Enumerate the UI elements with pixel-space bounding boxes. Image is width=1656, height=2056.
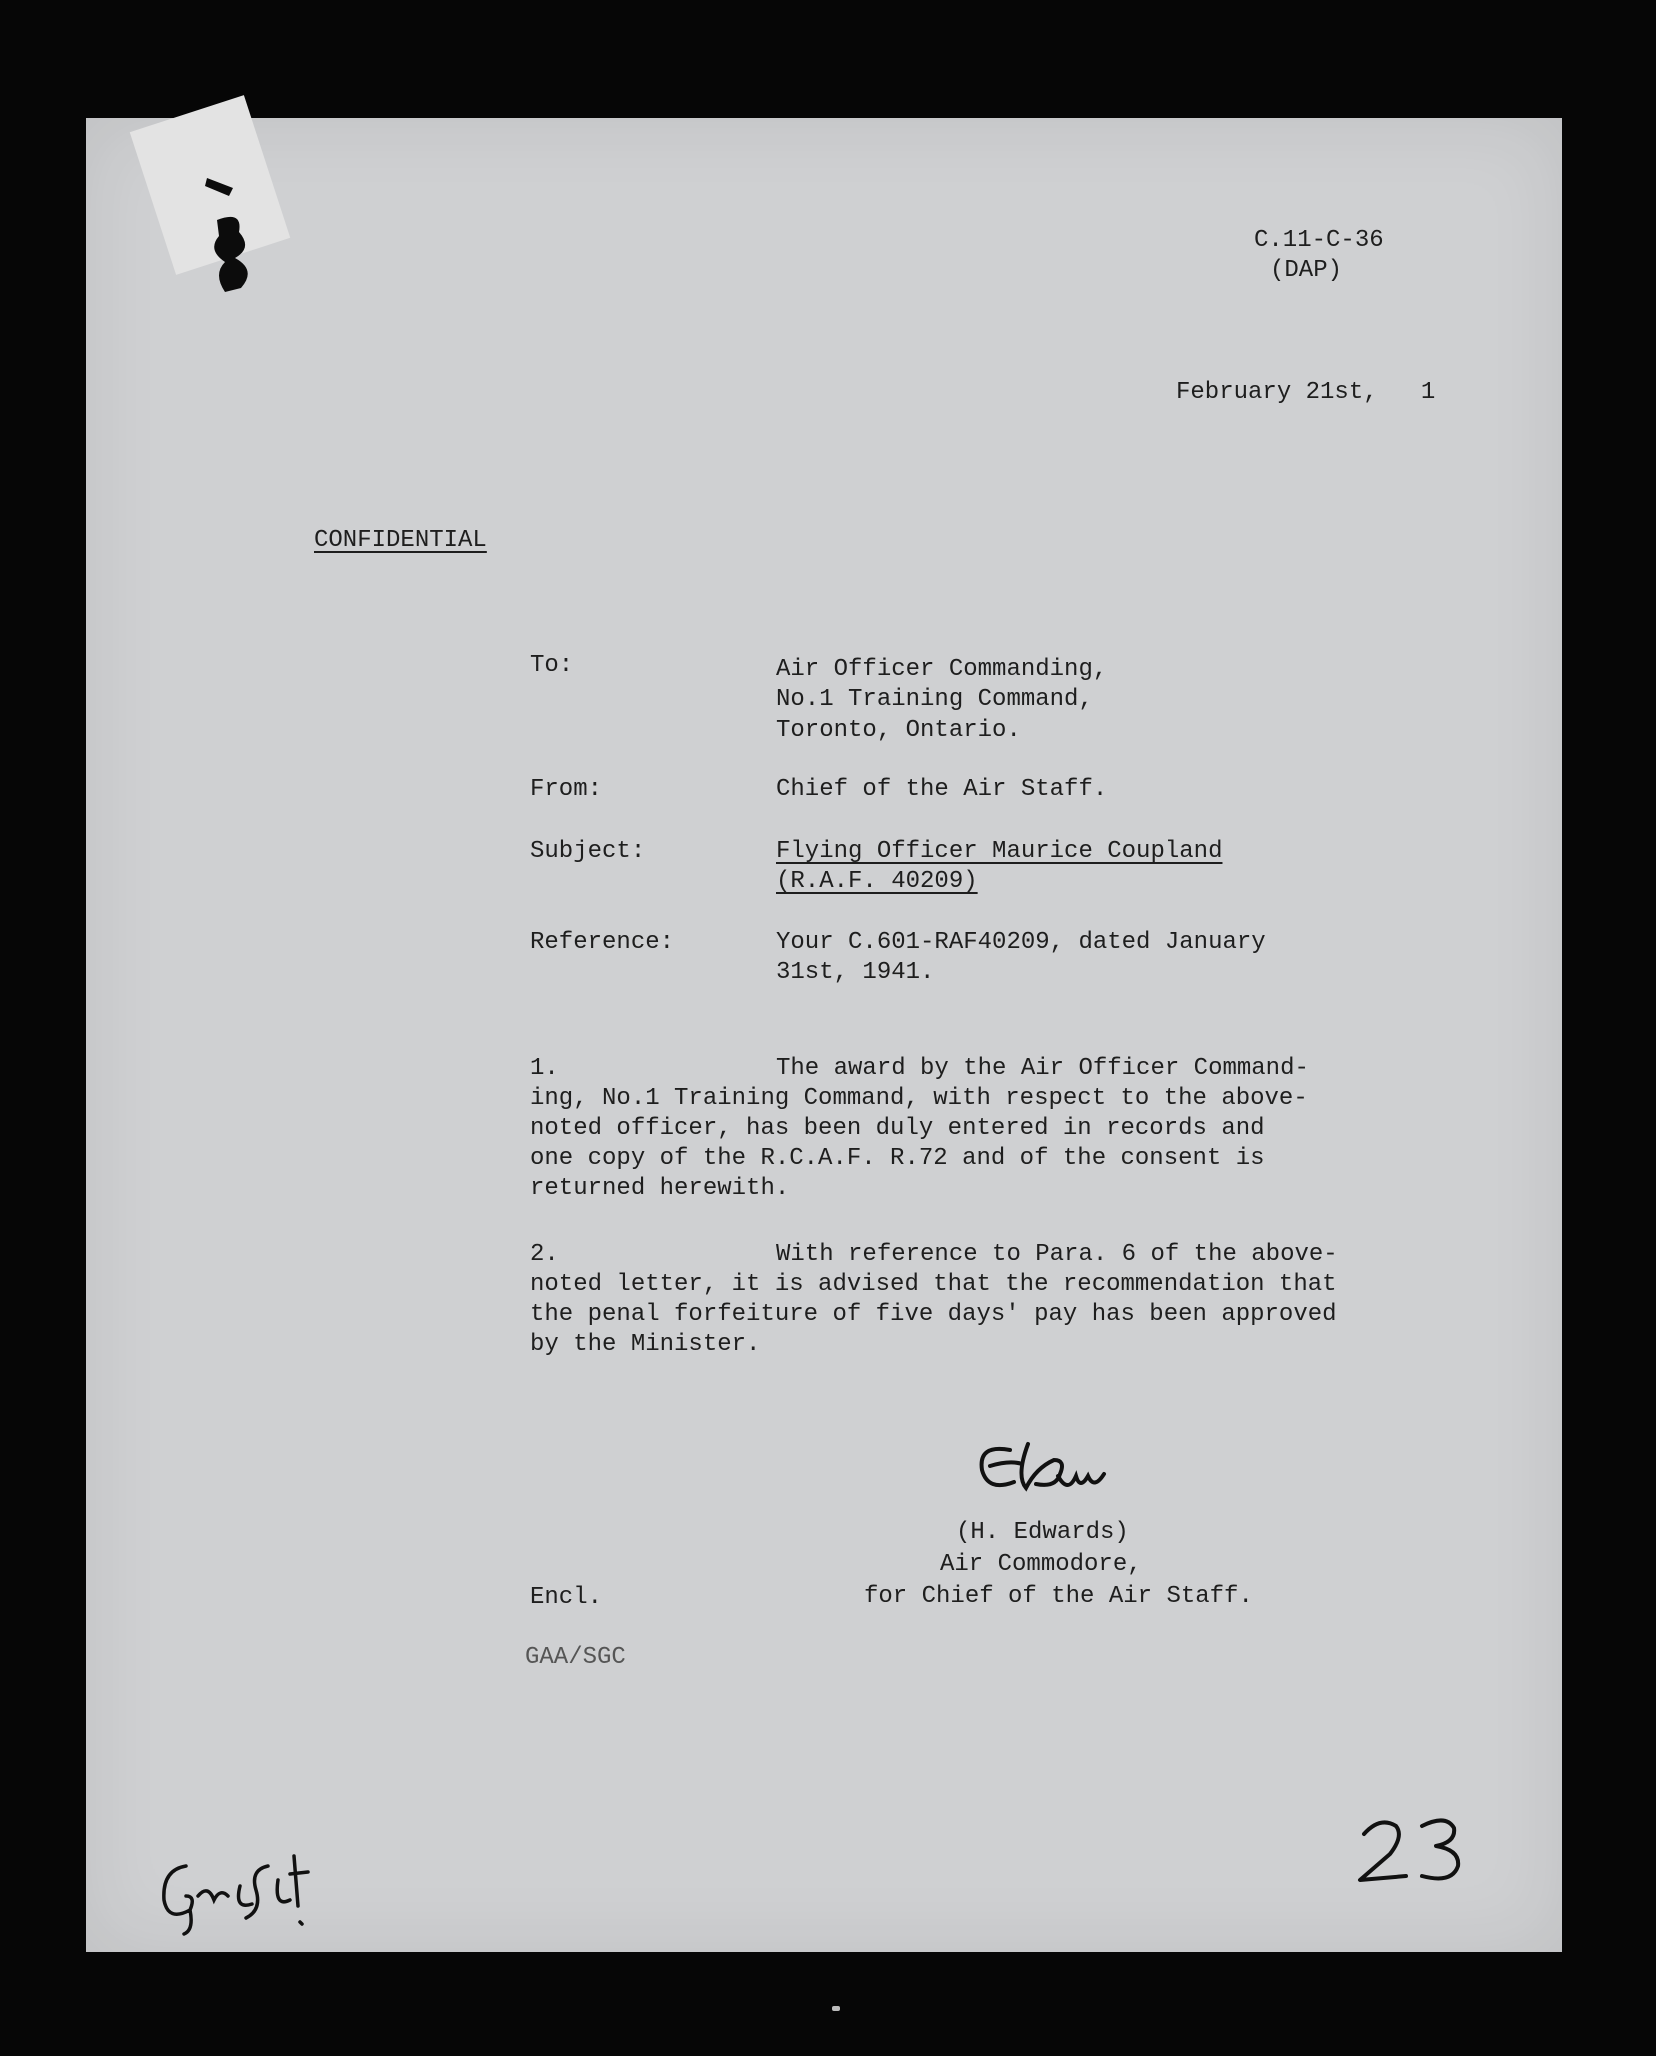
enclosure-note: Encl. (530, 1584, 603, 1611)
letter-date: February 21st, 1 (1176, 379, 1436, 406)
paragraph-1-line-3: noted officer, has been duly entered in records and (530, 1115, 1265, 1142)
paragraph-2-number: 2. (530, 1241, 559, 1268)
paragraph-1-number: 1. (530, 1055, 559, 1082)
paragraph-1-line-5: returned herewith. (530, 1175, 790, 1202)
handwritten-page-number (1350, 1810, 1480, 1890)
from-label: From: (530, 776, 603, 803)
paragraph-2-line-1: With reference to Para. 6 of the above- (776, 1241, 1338, 1268)
to-line-1: Air Officer Commanding, (776, 656, 1108, 683)
signatory-for-line: for Chief of the Air Staff. (864, 1583, 1253, 1610)
reference-line-2: 31st, 1941. (776, 959, 935, 986)
paragraph-2-line-2: noted letter, it is advised that the recommendation that (530, 1271, 1337, 1298)
paragraph-2-line-3: the penal forfeiture of five days' pay has been approved (530, 1301, 1337, 1328)
file-reference: C.11-C-36 (1254, 227, 1384, 254)
film-speck (832, 2006, 840, 2011)
to-line-3: Toronto, Ontario. (776, 717, 1021, 744)
to-line-2: No.1 Training Command, (776, 686, 1093, 713)
reference-label: Reference: (530, 929, 675, 956)
reference-line-1: Your C.601-RAF40209, dated January (776, 929, 1266, 956)
paragraph-2-line-4: by the Minister. (530, 1331, 761, 1358)
file-reference-code: (DAP) (1270, 257, 1343, 284)
subject-line-2: (R.A.F. 40209) (776, 868, 978, 895)
subject-label: Subject: (530, 838, 646, 865)
handwritten-signature (970, 1430, 1130, 1510)
handwritten-initials (150, 1830, 350, 1940)
classification-heading: CONFIDENTIAL (314, 527, 487, 554)
signatory-name: (H. Edwards) (956, 1519, 1129, 1546)
signatory-rank: Air Commodore, (940, 1551, 1142, 1578)
from-value: Chief of the Air Staff. (776, 776, 1108, 803)
subject-line-1: Flying Officer Maurice Coupland (776, 838, 1223, 865)
paragraph-1-line-4: one copy of the R.C.A.F. R.72 and of the consent is (530, 1145, 1265, 1172)
ink-blot-marks (195, 170, 275, 300)
paragraph-1-line-1: The award by the Air Officer Command- (776, 1055, 1309, 1082)
paragraph-1-line-2: ing, No.1 Training Command, with respect to the above- (530, 1085, 1308, 1112)
typist-initials: GAA/SGC (525, 1644, 626, 1671)
to-label: To: (530, 652, 574, 679)
